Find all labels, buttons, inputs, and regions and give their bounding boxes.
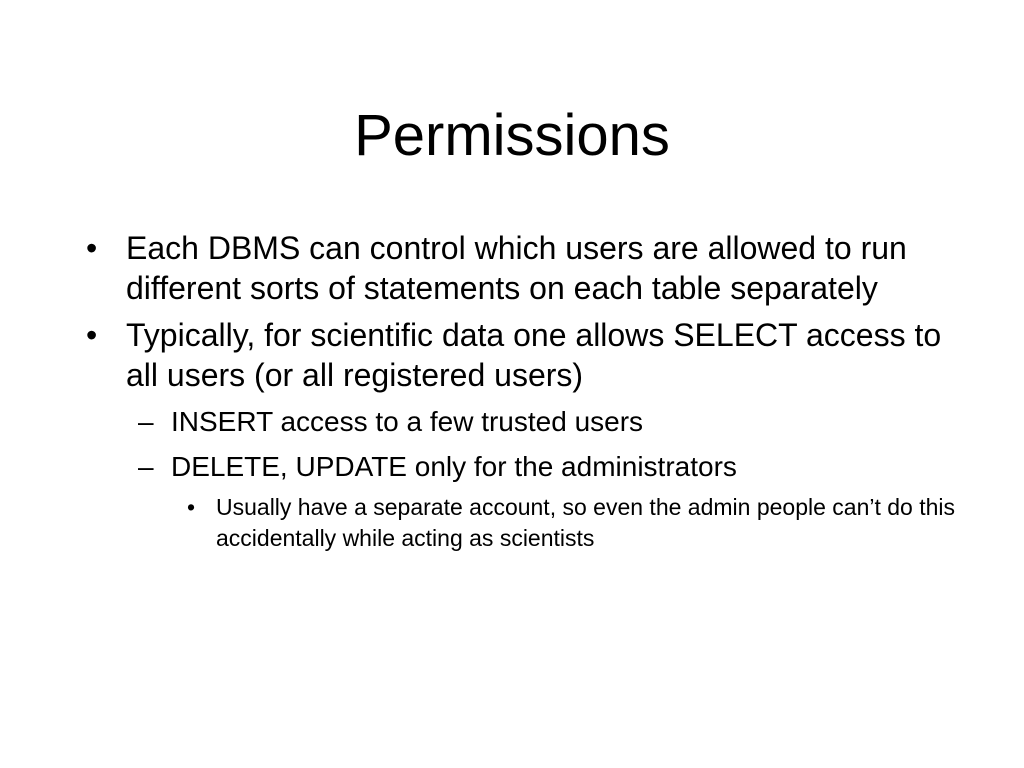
sub-bullet-text: DELETE, UPDATE only for the administrators [171, 451, 737, 482]
slide-title: Permissions [354, 103, 670, 168]
bullet-text: Each DBMS can control which users are allowed to run different sorts of statements on each table separately [126, 230, 907, 306]
bullet-marker: • [86, 317, 98, 353]
sub-bullet-item [86, 402, 966, 442]
bullet-text: Typically, for scientific data one allows SELECT access to all users (or all registered users) [126, 317, 942, 393]
sub-sub-bullet-item [86, 492, 966, 554]
sub-sub-bullet-text: Usually have a separate account, so even the admin people can’t do this accidentally while acting as scientists [216, 494, 956, 551]
bullet-marker: • [187, 494, 196, 520]
bullet-marker: • [86, 230, 98, 266]
dash-marker: – [138, 451, 154, 482]
bullet-list [86, 228, 966, 554]
bullet-item [86, 228, 966, 308]
sub-bullet-item [86, 447, 966, 487]
dash-marker: – [138, 406, 154, 437]
bullet-item [86, 315, 966, 395]
sub-bullet-text: INSERT access to a few trusted users [171, 406, 644, 437]
